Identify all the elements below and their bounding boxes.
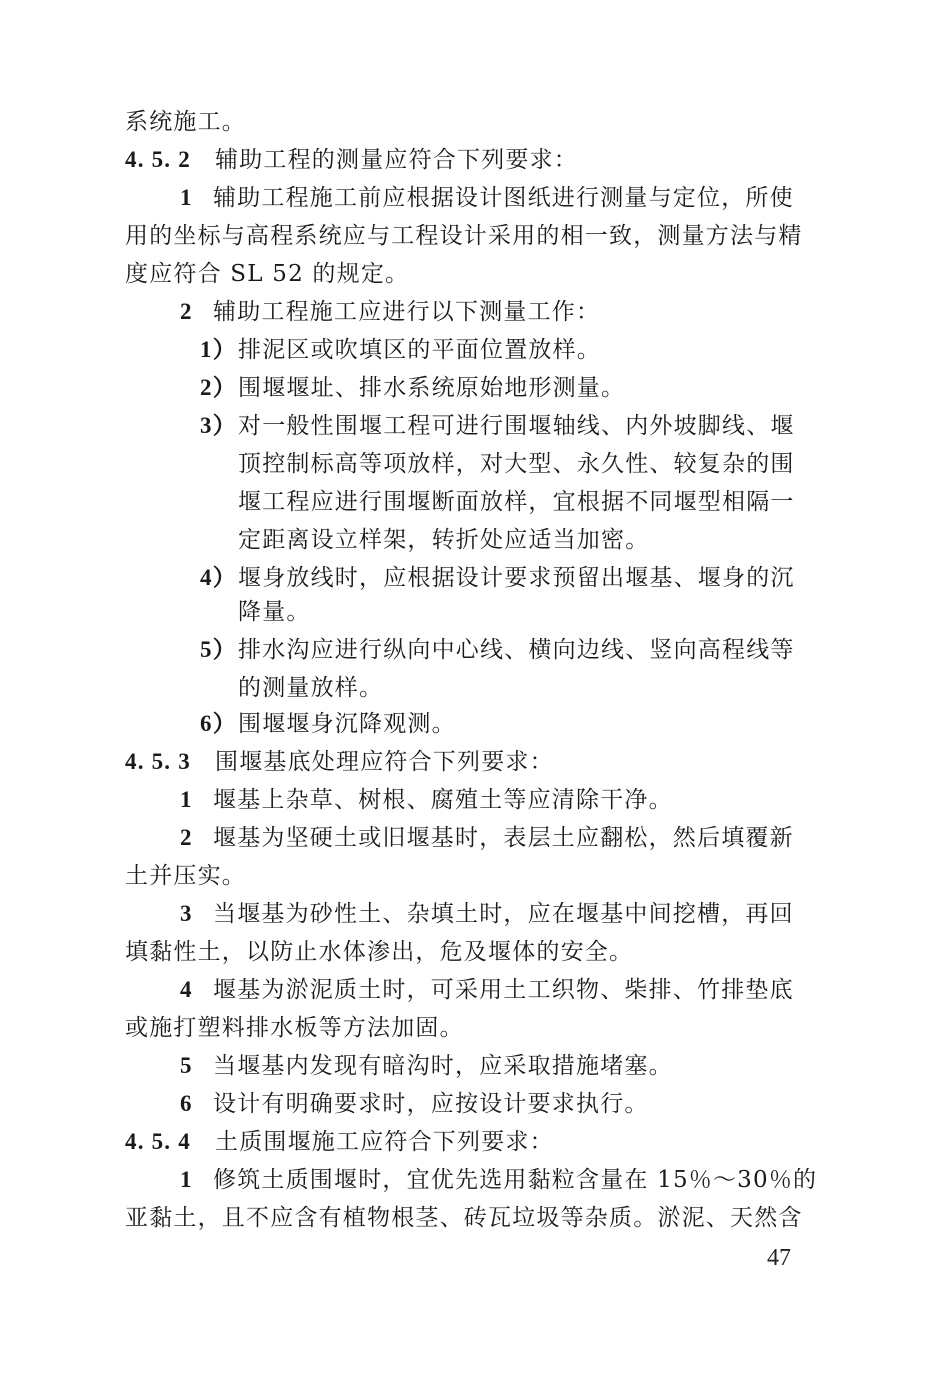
text-line: 度应符合 SL 52 的规定。 <box>125 261 410 287</box>
text-line: 亚黏土，且不应含有植物根茎、砖瓦垃圾等杂质。淤泥、天然含 <box>125 1205 803 1231</box>
text-line: 系统施工。 <box>125 109 246 135</box>
sub-item-1: 1）排泥区或吹填区的平面位置放样。 <box>200 337 601 363</box>
sub-item-5: 5）排水沟应进行纵向中心线、横向边线、竖向高程线等 <box>200 637 795 663</box>
text-line: 顶控制标高等项放样，对大型、永久性、较复杂的围 <box>238 451 795 477</box>
section-heading-4-5-3: 4. 5. 3 围堰基底处理应符合下列要求： <box>125 749 554 775</box>
section-number: 4. 5. 2 <box>125 147 191 172</box>
text-line: 土并压实。 <box>125 863 246 889</box>
text-line: 降量。 <box>238 599 311 625</box>
sub-item-2: 2）围堰堰址、排水系统原始地形测量。 <box>200 375 626 401</box>
page-number: 47 <box>767 1245 791 1271</box>
clause-1: 1 辅助工程施工前应根据设计图纸进行测量与定位，所使 <box>180 185 794 211</box>
clause-4: 4 堰基为淤泥质土时，可采用土工织物、柴排、竹排垫底 <box>180 977 794 1003</box>
section-heading-4-5-4: 4. 5. 4 土质围堰施工应符合下列要求： <box>125 1129 554 1155</box>
clause-1: 1 修筑土质围堰时，宜优先选用黏粒含量在 15％～30％的 <box>180 1167 818 1193</box>
clause-5: 5 当堰基内发现有暗沟时，应采取措施堵塞。 <box>180 1053 673 1079</box>
text-line: 或施打塑料排水板等方法加固。 <box>125 1015 464 1041</box>
sub-item-3: 3）对一般性围堰工程可进行围堰轴线、内外坡脚线、堰 <box>200 413 795 439</box>
clause-6: 6 设计有明确要求时，应按设计要求执行。 <box>180 1091 649 1117</box>
sub-item-6: 6）围堰堰身沉降观测。 <box>200 711 456 737</box>
clause-3: 3 当堰基为砂性土、杂填土时，应在堰基中间挖槽，再回 <box>180 901 794 927</box>
clause-2: 2 堰基为坚硬土或旧堰基时，表层土应翻松，然后填覆新 <box>180 825 794 851</box>
text-line: 定距离设立样架，转折处应适当加密。 <box>238 527 650 553</box>
sub-item-4: 4）堰身放线时，应根据设计要求预留出堰基、堰身的沉 <box>200 565 795 591</box>
text-line: 堰工程应进行围堰断面放样，宜根据不同堰型相隔一 <box>238 489 795 515</box>
text-line: 用的坐标与高程系统应与工程设计采用的相一致，测量方法与精 <box>125 223 803 249</box>
clause-2: 2 辅助工程施工应进行以下测量工作： <box>180 299 601 325</box>
text-line: 的测量放样。 <box>238 675 384 701</box>
clause-1: 1 堰基上杂草、树根、腐殖土等应清除干净。 <box>180 787 673 813</box>
section-number: 4. 5. 3 <box>125 749 191 774</box>
section-heading-4-5-2: 4. 5. 2 辅助工程的测量应符合下列要求： <box>125 147 578 173</box>
text-line: 填黏性土，以防止水体渗出，危及堰体的安全。 <box>125 939 634 965</box>
section-number: 4. 5. 4 <box>125 1129 191 1154</box>
